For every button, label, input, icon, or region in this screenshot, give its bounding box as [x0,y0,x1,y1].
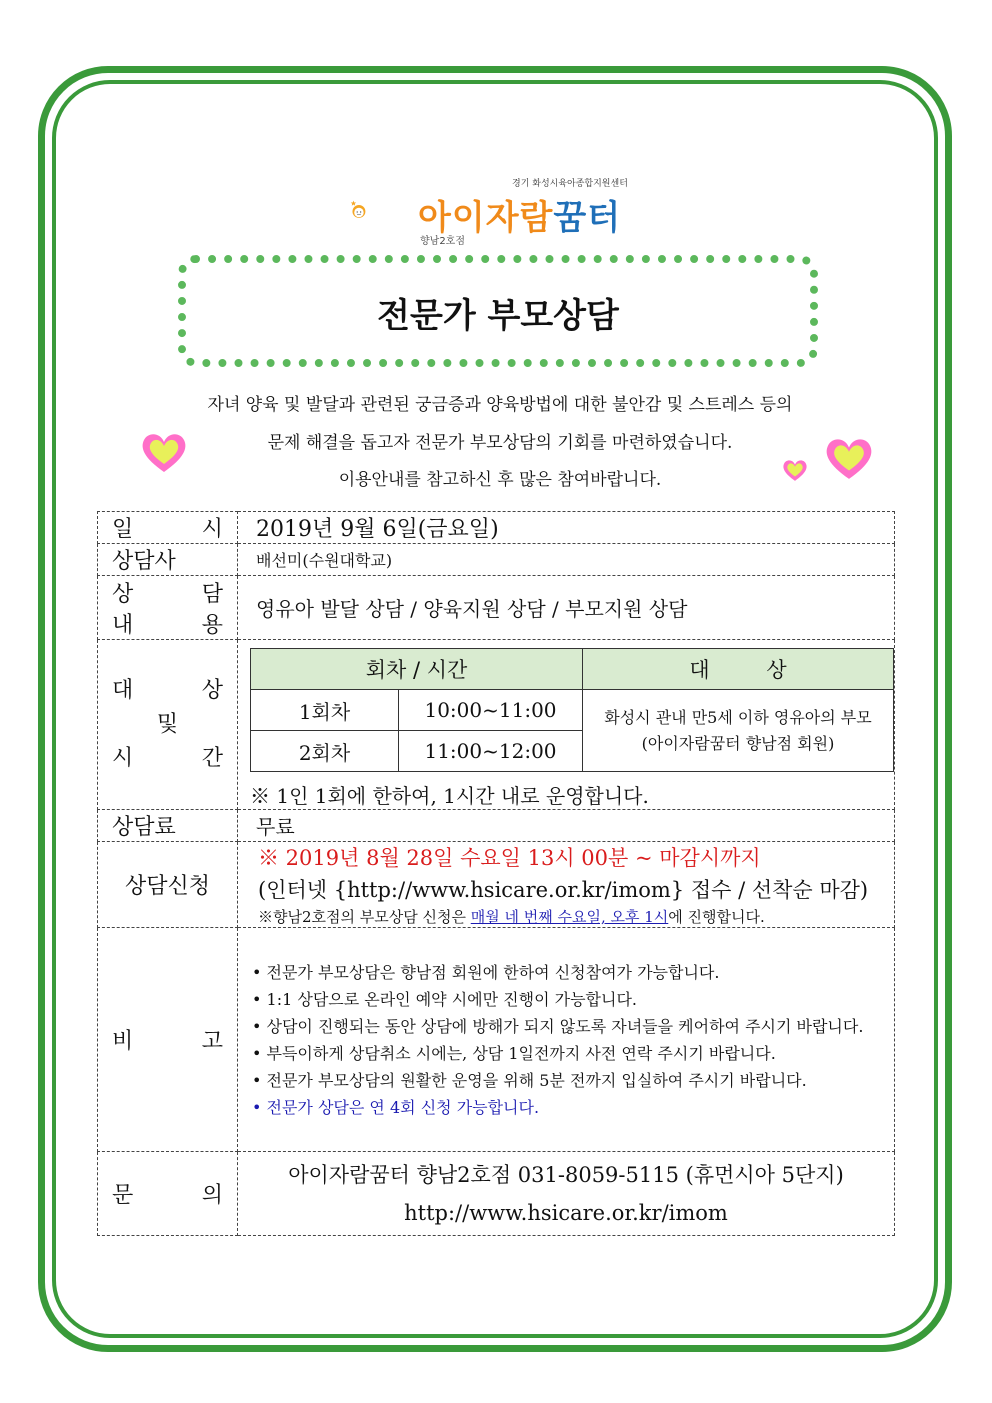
label-target-line1: 대 상 [112,677,223,703]
target-line-2: (아이자람꿈터 향남점 회원) [641,733,835,753]
heart-icon [140,430,188,474]
session-time: 10:00~11:00 [399,690,583,731]
info-table [97,511,895,1236]
page-title: 전문가 부모상담 [377,296,619,336]
notes-list [238,955,894,1125]
row-date [98,512,895,544]
label-content [98,576,238,640]
note-item: • 전문가 부모상담은 향남점 회원에 한하여 신청참여가 가능합니다. [252,962,720,982]
value-counselor: 배선미(수원대학교) [238,544,895,576]
value-fee: 무료 [238,810,895,842]
intro-line-3: 이용안내를 참고하신 후 많은 참여바랍니다. [338,470,662,490]
intro-line-1: 자녀 양육 및 발달과 관련된 궁금증과 양육방법에 대한 불안감 및 스트레스 등의 [207,395,793,415]
value-apply [238,842,895,928]
label-fee: 상담료 [98,810,238,842]
header-session: 회차 / 시간 [251,649,583,690]
row-target [98,640,895,810]
target-line-1: 화성시 관내 만5세 이하 영유아의 부모 [604,707,872,727]
apply-deadline: ※ 2019년 8월 28일 수요일 13시 00분 ~ 마감시까지 [258,846,761,870]
label-content-line2: 내 용 [112,612,223,638]
heart-icon [823,435,875,481]
logo-branch: 향남2호점 [420,236,466,247]
note-item-highlight: • 전문가 상담은 연 4회 신청 가능합니다. [252,1097,540,1117]
heart-small-icon [782,458,808,482]
label-contact: 문 의 [98,1152,238,1236]
label-content-line1: 상 담 [112,581,223,607]
logo-name-part2: 꿈터 [553,198,622,238]
intro-line-2: 문제 해결을 돕고자 전문가 부모상담의 기회를 마련하였습니다. [267,433,733,453]
note-item: • 부득이하게 상담취소 시에는, 상담 1일전까지 사전 연락 주시기 바랍니다. [252,1043,776,1063]
label-notes: 비 고 [98,928,238,1152]
session-round: 2회차 [251,731,399,772]
session-time: 11:00~12:00 [399,731,583,772]
note-item: • 상담이 진행되는 동안 상담에 방해가 되지 않도록 자녀들을 케어하여 주시기 바랍니다. [252,1016,864,1036]
apply-schedule-highlight: 매월 네 번째 수요일, 오후 1시 [470,908,669,926]
target-note: ※ 1인 1회에 한하여, 1시간 내로 운영합니다. [250,784,649,808]
row-counselor [98,544,895,576]
label-target-line3: 시 간 [112,745,223,771]
schedule-table [250,648,894,772]
row-contact [98,1152,895,1236]
header-target: 대 상 [583,649,894,690]
note-item: • 1:1 상담으로 온라인 예약 시에만 진행이 가능합니다. [252,989,637,1009]
value-date: 2019년 9월 6일(금요일) [238,512,895,544]
value-content: 영유아 발달 상담 / 양육지원 상담 / 부모지원 상담 [238,576,895,640]
label-apply: 상담신청 [98,842,238,928]
note-item: • 전문가 부모상담의 원활한 운영을 위해 5분 전까지 입실하여 주시기 바랍니다. [252,1070,807,1090]
apply-schedule [258,906,884,927]
row-notes [98,928,895,1152]
label-counselor: 상담사 [98,544,238,576]
label-target [98,640,238,810]
apply-schedule-post: 에 진행합니다. [668,908,765,926]
apply-method: (인터넷 {http://www.hsicare.or.kr/imom} 접수 / 선착순 마감) [258,878,869,902]
session-round: 1회차 [251,690,399,731]
row-fee [98,810,895,842]
label-date: 일 시 [98,512,238,544]
value-contact [238,1152,895,1236]
value-target [238,640,895,810]
contact-url[interactable]: http://www.hsicare.or.kr/imom [404,1200,728,1225]
label-target-line2: 및 [156,711,179,737]
target-description [583,690,894,772]
value-notes [238,928,895,1152]
logo-org-text: 경기 화성시육아종합지원센터 [512,179,628,189]
row-apply [98,842,895,928]
logo-name-part1: 아이자람 [418,198,554,238]
logo-face-icon [350,170,422,250]
apply-schedule-pre: ※향남2호점의 부모상담 신청은 [258,908,471,926]
contact-phone: 아이자람꿈터 향남2호점 031-8059-5115 (휴먼시아 5단지) [288,1162,844,1187]
row-content [98,576,895,640]
